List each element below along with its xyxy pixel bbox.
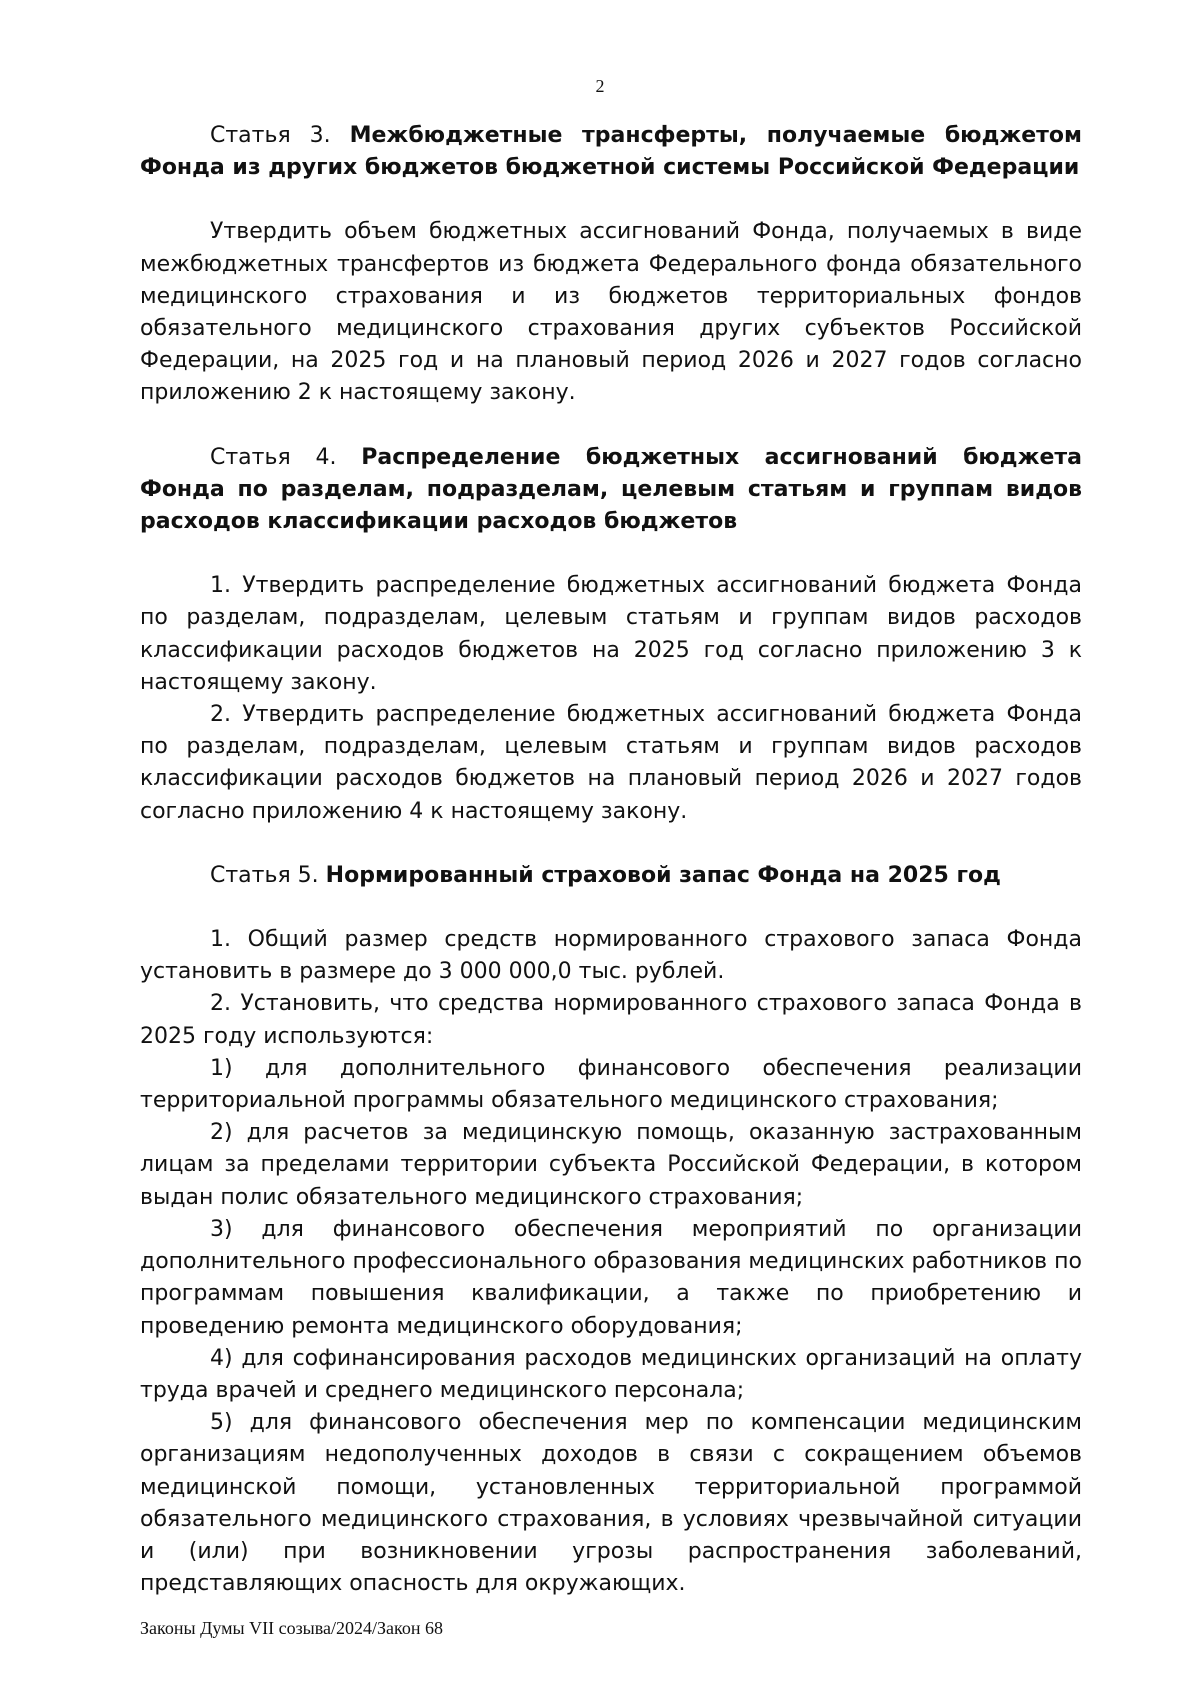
page-number: 2	[595, 76, 605, 96]
article-number: Статья 4.	[210, 444, 337, 470]
list-item: 4) для софинансирования расходов медицинских организаций на оплату труда врачей и среднего медицинского персонала;	[140, 1345, 1082, 1403]
article-heading	[140, 860, 1082, 892]
article-heading	[140, 442, 1082, 539]
list-item: 3) для финансового обеспечения мероприятий по организации дополнительного профессионального образования медицинских работников по программам повышения квалификации, а также по приобретению и проведению ремонта медицинского оборудования;	[140, 1216, 1082, 1339]
article-number: Статья 5.	[210, 862, 319, 888]
article-number: Статья 3.	[210, 123, 331, 148]
paragraph: 2. Установить, что средства нормированного страхового запаса Фонда в 2025 году используются:	[140, 991, 1082, 1049]
article-title: Нормированный страховой запас Фонда на 2025 год	[325, 862, 1001, 888]
document-body	[140, 120, 1082, 1600]
paragraph: 1. Утвердить распределение бюджетных ассигнований бюджета Фонда по разделам, подразделам, целевым статьям и группам видов расходов классификации расходов бюджетов на 2025 год согласно приложению 3 к настоящему закону.	[140, 573, 1082, 695]
list-item: 5) для финансового обеспечения мер по компенсации медицинским организациям недополученных доходов в связи с сокращением объемов медицинской помощи, установленных территориальной программой обязательного медицинского страхования, в условиях чрезвычайной ситуации и (или) при возникновении угрозы распространения заболеваний, представляющих опасность для окружающих.	[140, 1410, 1082, 1597]
paragraph: Утвердить объем бюджетных ассигнований Фонда, получаемых в виде межбюджетных трансфертов из бюджета Федерального фонда обязательного медицинского страхования и из бюджетов территориальных фондов обязательного медицинского страхования других субъектов Российской Федерации, на 2025 год и на плановый период 2026 и 2027 годов согласно приложению 2 к настоящему закону.	[140, 219, 1082, 406]
article-title: Межбюджетные трансферты, получаемые бюджетом Фонда из других бюджетов бюджетной системы Российской Федерации	[140, 123, 1082, 181]
document-footer: Законы Думы VII созыва/2024/Закон 68	[140, 1618, 443, 1638]
article-heading	[140, 120, 1082, 184]
list-item: 2) для расчетов за медицинскую помощь, оказанную застрахованным лицам за пределами территории субъекта Российской Федерации, в котором выдан полис обязательного медицинского страхования;	[140, 1120, 1082, 1210]
paragraph: 2. Утвердить распределение бюджетных ассигнований бюджета Фонда по разделам, подразделам, целевым статьям и группам видов расходов классификации расходов бюджетов на плановый период 2026 и 2027 годов согласно приложению 4 к настоящему закону.	[140, 702, 1082, 824]
paragraph: 1. Общий размер средств нормированного страхового запаса Фонда установить в размере до 3 000 000,0 тыс. рублей.	[140, 927, 1082, 985]
article-title: Распределение бюджетных ассигнований бюджета Фонда по разделам, подразделам, целевым статьям и группам видов расходов классификации расходов бюджетов	[140, 444, 1082, 535]
list-item: 1) для дополнительного финансового обеспечения реализации территориальной программы обязательного медицинского страхования;	[140, 1055, 1082, 1114]
